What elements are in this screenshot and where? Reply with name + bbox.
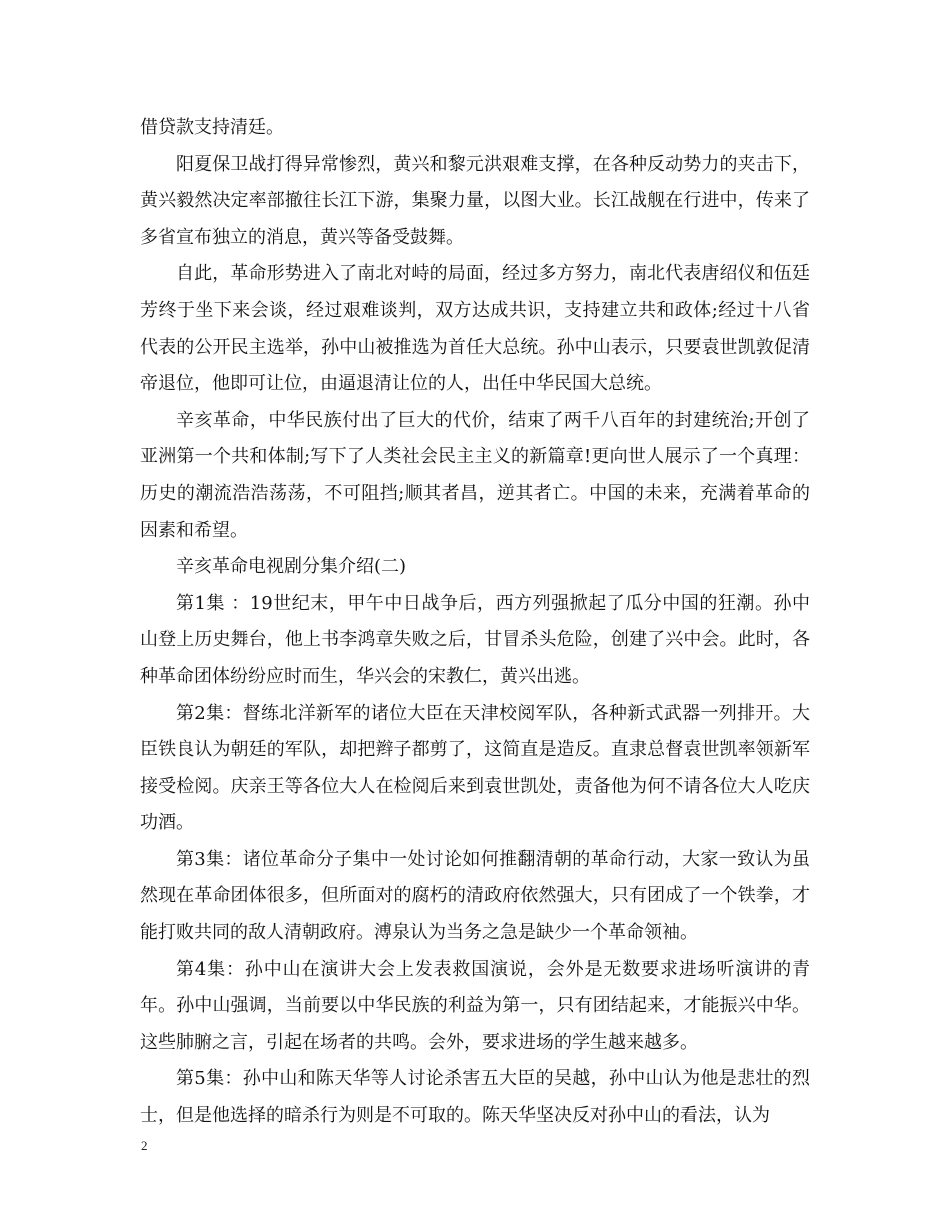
section-heading: 辛亥革命电视剧分集介绍(二) bbox=[176, 556, 407, 578]
paragraph: 第4集：孙中山在演讲大会上发表救国演说，会外是无数要求进场听演讲的青年。孙中山强调，当前要以中华民族的利益为第一，只有团结起来，才能振兴中华。这些肺腑之言，引起在场者的共鸣。会外，要求进场的学生越来越多。 bbox=[140, 958, 810, 1053]
document-body bbox=[140, 110, 810, 1135]
paragraph: 第1集 ：19世纪末，甲午中日战争后，西方列强掀起了瓜分中国的狂潮。孙中山登上历史舞台，他上书李鸿章失败之后，甘冒杀头危险，创建了兴中会。此时，各种革命团体纷纷应时而生，华兴会的宋教仁，黄兴出逃。 bbox=[140, 592, 810, 687]
paragraph: 第3集：诸位革命分子集中一处讨论如何推翻清朝的革命行动，大家一致认为虽然现在革命团体很多，但所面对的腐朽的清政府依然强大，只有团成了一个铁拳，才能打败共同的敌人清朝政府。溥泉认为当务之急是缺少一个革命领袖。 bbox=[140, 848, 810, 944]
paragraph: 自此，革命形势进入了南北对峙的局面，经过多方努力，南北代表唐绍仪和伍廷芳终于坐下来会谈，经过艰难谈判，双方达成共识，支持建立共和政体;经过十八省代表的公开民主选举，孙中山被推选为首任大总统。孙中山表示，只要袁世凯敦促清帝退位，他即可让位，由逼退清让位的人，出任中华民国大总统。 bbox=[140, 263, 810, 395]
paragraph: 借贷款支持清廷。 bbox=[140, 117, 284, 138]
paragraph: 辛亥革命，中华民族付出了巨大的代价，结束了两千八百年的封建统治;开创了亚洲第一个共和体制;写下了人类社会民主主义的新篇章!更向世人展示了一个真理：历史的潮流浩浩荡荡，不可阻挡;顺其者昌，逆其者亡。中国的未来，充满着革命的因素和希望。 bbox=[140, 409, 810, 541]
page-number: 2 bbox=[141, 1138, 148, 1153]
paragraph: 第5集：孙中山和陈天华等人讨论杀害五大臣的吴越，孙中山认为他是悲壮的烈士，但是他选择的暗杀行为则是不可取的。陈天华坚决反对孙中山的看法，认为 bbox=[140, 1068, 810, 1127]
paragraph: 阳夏保卫战打得异常惨烈，黄兴和黎元洪艰难支撑，在各种反动势力的夹击下，黄兴毅然决定率部撤往长江下游，集聚力量，以图大业。长江战舰在行进中，传来了多省宣布独立的消息，黄兴等备受鼓舞。 bbox=[140, 153, 810, 248]
paragraph: 第2集：督练北洋新军的诸位大臣在天津校阅军队，各种新式武器一列排开。大臣铁良认为朝廷的军队，却把辫子都剪了，这简直是造反。直隶总督袁世凯率领新军接受检阅。庆亲王等各位大人在检阅后来到袁世凯处，责备他为何不请各位大人吃庆功酒。 bbox=[140, 702, 810, 834]
